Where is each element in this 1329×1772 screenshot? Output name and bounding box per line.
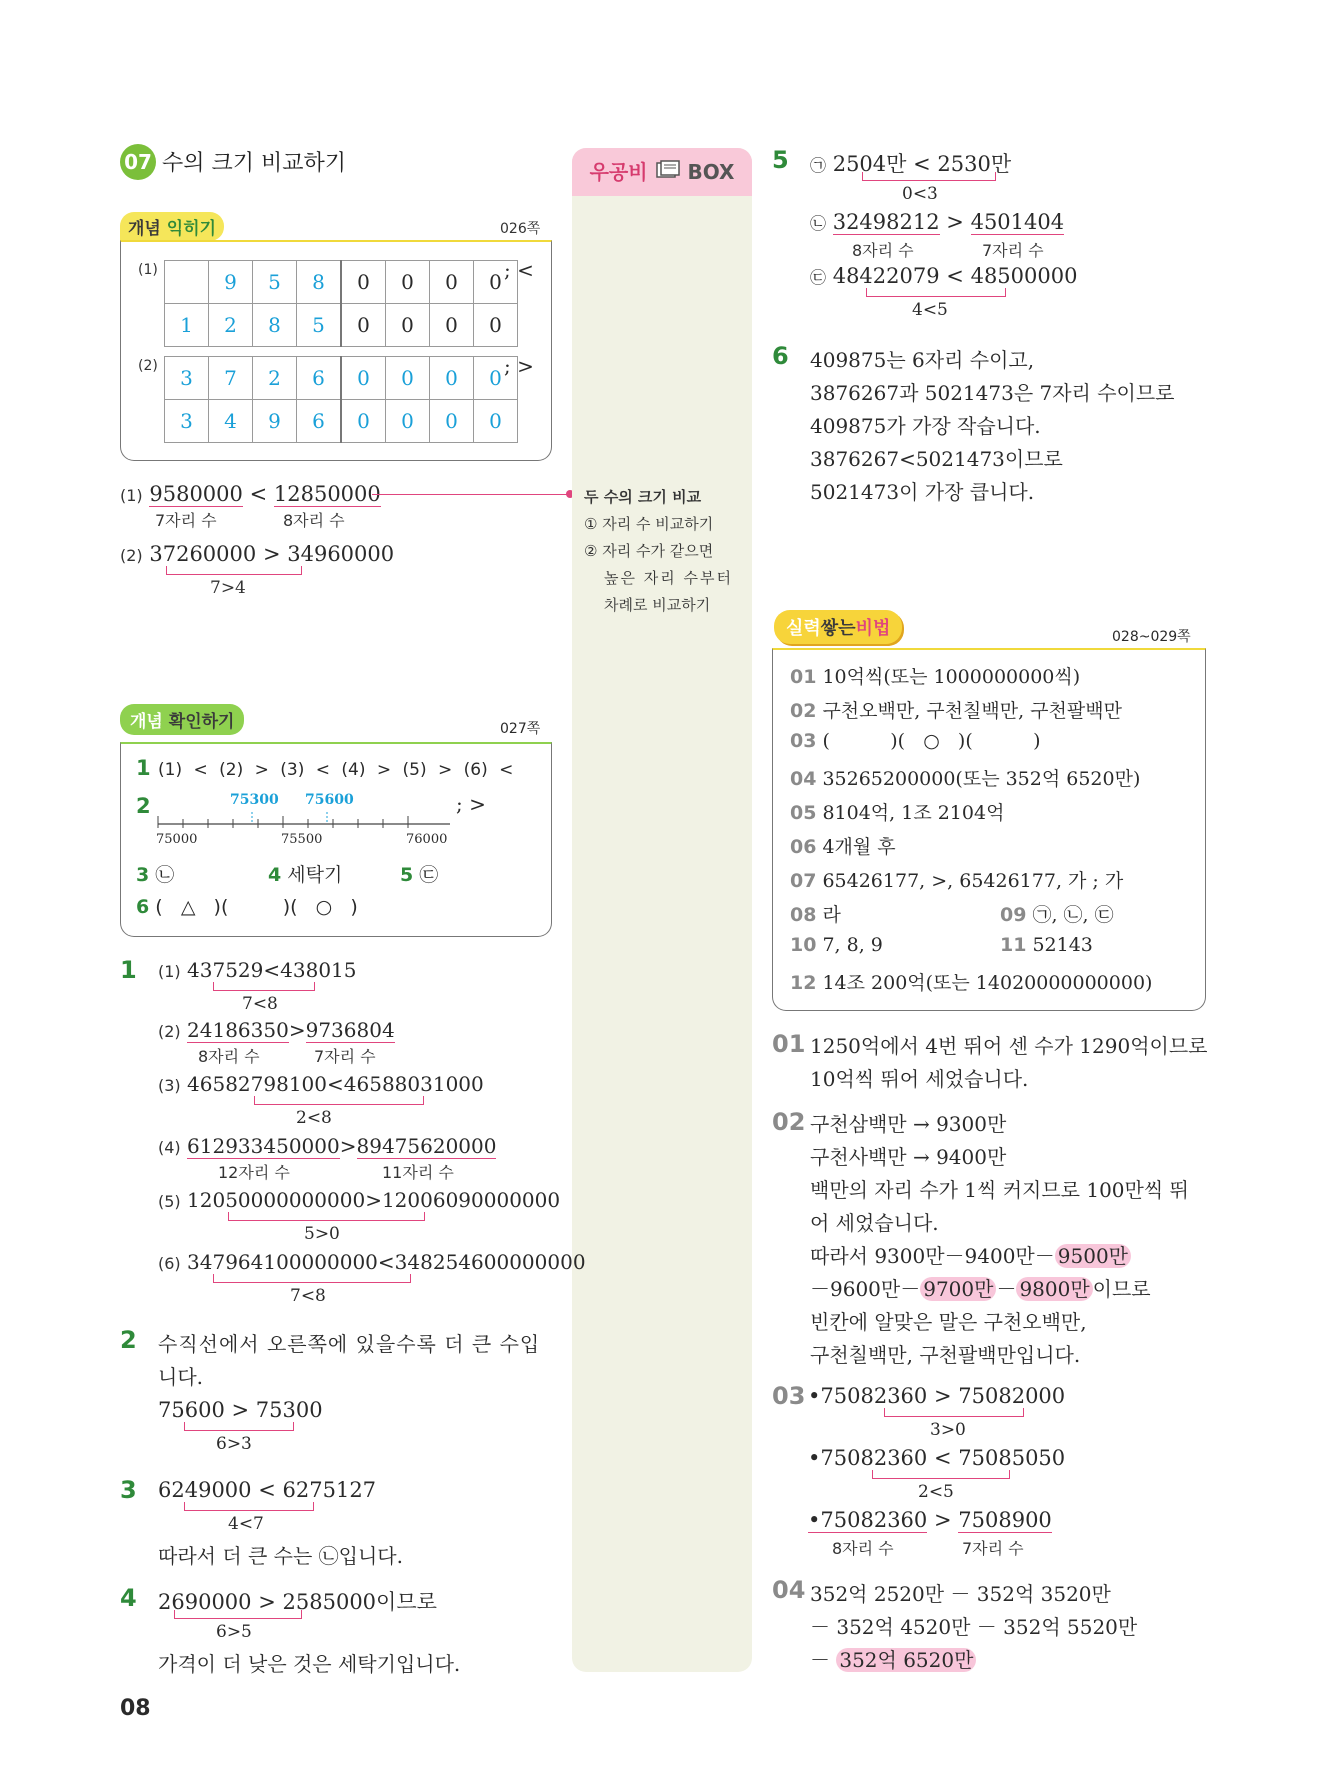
sol-3-compare: [158, 1478, 376, 1502]
sol-3-text: 따라서 더 큰 수는 ㉡입니다.: [158, 1544, 403, 1568]
s1-label: (1): [120, 486, 143, 505]
a2-note-b: 7자리 수: [314, 1047, 376, 1066]
sol-1-1: [158, 958, 357, 982]
rs-03-r2: [808, 1446, 1065, 1470]
r3-note-a: 8자리 수: [832, 1539, 894, 1558]
sol-5-c-mark: ㉢: [810, 268, 827, 287]
skill-answer-text: 구천오백만, 구천칠백만, 구천팔백만: [822, 700, 1122, 722]
sol-5-a-bracket: [862, 172, 996, 181]
skill-answer-item: [790, 798, 1004, 825]
sol-4-num: 4: [120, 1584, 137, 1612]
r1-a: •75082360: [808, 1384, 928, 1408]
place-value-cell: 6: [297, 357, 342, 400]
place-value-cell: 0: [341, 261, 386, 304]
sol-5-c-bracket: [866, 288, 1006, 297]
place-value-cell: 4: [209, 400, 253, 443]
skill-answer-item: [790, 968, 1152, 995]
skill-answer-num: 08: [790, 904, 817, 926]
sol-5-c-a: 48422079: [832, 264, 940, 288]
sol-5-b-note-a: 8자리 수: [852, 241, 914, 260]
skill-answer-item: [1000, 900, 1114, 927]
rs-02-num: 02: [772, 1108, 806, 1136]
a5-a: 12050000000000: [187, 1188, 366, 1212]
skill-answer-text: 4개월 후: [822, 836, 896, 858]
cc-q5-num: 5: [400, 864, 414, 886]
s1-op: <: [249, 482, 268, 506]
skill-answer-item: [790, 900, 841, 927]
skill-answer-num: 02: [790, 700, 817, 722]
skill-answer-num: 06: [790, 836, 817, 858]
t2-a-num: 75600: [158, 1398, 225, 1422]
rs-02-3: 백만의 자리 수가 1씩 커지므로 100만씩 뛰: [810, 1178, 1189, 1202]
concept-check-badge: [120, 704, 244, 735]
page-number: 08: [120, 1696, 151, 1721]
place-value-cell: 5: [297, 304, 342, 347]
place-value-cell: 0: [341, 357, 386, 400]
rs-04-3a: －: [810, 1648, 837, 1672]
skill-answer-num: 01: [790, 666, 817, 688]
skill-answer-item: [790, 730, 1041, 752]
a4-label: (4): [158, 1138, 181, 1157]
section-number-badge: 07: [120, 144, 156, 180]
r1-bracket: [884, 1408, 1024, 1417]
skill-answer-item: [790, 662, 1080, 689]
rs-02-6e: 이므로: [1092, 1277, 1151, 1301]
skill-answer-item: [790, 866, 1123, 893]
rs-01-num: 01: [772, 1030, 806, 1058]
rs-02-6c: －: [996, 1277, 1017, 1301]
t3-a: 6249000: [158, 1478, 252, 1502]
t6-4: 3876267<5021473이므로: [810, 447, 1063, 471]
cc-q4-num: 4: [268, 864, 282, 886]
skill-answer-num: 07: [790, 870, 817, 892]
t2-op: >: [231, 1398, 250, 1422]
r1-note: 3>0: [930, 1420, 966, 1440]
r2-bracket: [872, 1470, 1010, 1479]
t2-bracket: [184, 1422, 294, 1431]
a1-bracket: [213, 982, 315, 991]
a4-op: >: [339, 1134, 357, 1158]
skill-badge-a: 실력: [786, 618, 821, 639]
t4-suffix: 이므로: [376, 1590, 437, 1614]
r3-a: •75082360: [808, 1508, 928, 1532]
a4-b: 89475620000: [356, 1134, 497, 1158]
skill-answer-item: [790, 934, 883, 956]
a5-bracket: [228, 1212, 425, 1221]
t4-a: 2690000: [158, 1590, 252, 1614]
a5-label: (5): [158, 1192, 181, 1211]
cc-q3-num: 3: [136, 864, 150, 886]
skill-answer-num: 03: [790, 730, 817, 752]
cc-q5: [400, 860, 438, 887]
box-title-b: BOX: [687, 160, 735, 184]
a6-bracket: [213, 1274, 411, 1283]
sol-2-text: [158, 1328, 540, 1394]
tip-title: 두 수의 크기 비교: [584, 488, 702, 506]
s2-b: 34960000: [287, 542, 395, 566]
tip-2a: ② 자리 수가 같으면: [584, 542, 714, 560]
r3-b: 7508900: [958, 1508, 1052, 1532]
t6-1: 409875는 6자리 수이고,: [810, 348, 1035, 372]
concept-check-badge-a: 개념: [130, 712, 163, 732]
place-value-cell: 0: [386, 400, 430, 443]
sol-5-a-mark: ㉠: [810, 156, 827, 175]
sol-1-num: 1: [120, 956, 137, 984]
place-value-cell: 0: [386, 261, 430, 304]
section-title: 수의 크기 비교하기: [162, 151, 347, 176]
a6-op: <: [377, 1250, 395, 1274]
place-value-cell: 9: [209, 261, 253, 304]
place-value-cell: 2: [209, 304, 253, 347]
a2-b: 9736804: [305, 1018, 395, 1042]
sol-1-4: [158, 1134, 496, 1158]
t2-b: 니다.: [158, 1365, 203, 1389]
place-value-cell: 0: [386, 304, 430, 347]
place-value-cell: 6: [297, 400, 342, 443]
sol-5-c-b: 48500000: [970, 264, 1078, 288]
rs-04-1: 352억 2520만 － 352억 3520만: [810, 1582, 1111, 1606]
sol-2-num: 2: [120, 1326, 137, 1354]
a4-note-a: 12자리 수: [218, 1163, 290, 1182]
a1-a: 437529: [187, 958, 264, 982]
rs-03-r3: [808, 1508, 1052, 1532]
concept-learn-badge-b: 익히기: [166, 219, 217, 239]
place-value-cell: 0: [430, 357, 474, 400]
r2-op: <: [933, 1446, 952, 1470]
p1-label: (1): [138, 262, 158, 278]
a1-op: <: [263, 958, 281, 982]
cc-q6-ans: ( △ )( )( ○ ): [155, 896, 358, 918]
p2-label: (2): [138, 358, 158, 374]
s2-a: 37260000: [149, 542, 257, 566]
rs-03-num: 03: [772, 1382, 806, 1410]
cc-q1-answer: (1) < (2) > (3) < (4) > (5) > (6) <: [158, 760, 514, 780]
sol-5-a-note: 0<3: [902, 184, 938, 204]
t6-3: 409875가 가장 작습니다.: [810, 414, 1041, 438]
rs-03-r1: [808, 1384, 1065, 1408]
a2-note-a: 8자리 수: [198, 1047, 260, 1066]
p1-answer: ; <: [504, 258, 534, 282]
a3-a: 46582798100: [187, 1072, 328, 1096]
a4-a: 612933450000: [187, 1134, 340, 1158]
r2-a: •75082360: [808, 1446, 928, 1470]
s2-bracket: [166, 566, 302, 575]
skill-page: 028~029쪽: [1112, 629, 1191, 645]
rs-01-2: 10억씩 뛰어 세었습니다.: [810, 1067, 1029, 1091]
cc-q6-num: 6: [136, 896, 150, 918]
t2-b-num: 75300: [255, 1398, 323, 1422]
number-line-tick-3: 76000: [406, 832, 448, 847]
rs-04-text: [810, 1578, 1137, 1677]
p2-answer: ; >: [504, 354, 534, 378]
sol-2-compare: [158, 1398, 323, 1422]
number-line-mark-a: 75300: [230, 792, 279, 808]
skill-badge-b: 쌓는: [820, 618, 856, 639]
place-value-cell: 0: [386, 357, 430, 400]
t3-op: <: [258, 1478, 276, 1502]
skill-badge-c: 비법: [855, 618, 891, 639]
skill-answer-item: [790, 696, 1122, 723]
a6-label: (6): [158, 1254, 181, 1273]
skill-answer-text: 라: [822, 904, 841, 926]
a5-b: 12006090000000: [381, 1188, 561, 1212]
box-title-a: 우공비: [589, 160, 648, 184]
cc-q5-ans: ㉢: [419, 864, 439, 886]
a3-label: (3): [158, 1076, 181, 1095]
sol-6-text: [810, 344, 1175, 509]
place-value-cell: 0: [474, 261, 518, 304]
rs-02-8: 구천칠백만, 구천팔백만입니다.: [810, 1343, 1081, 1367]
skill-answer-num: 04: [790, 768, 817, 790]
place-value-cell: 2: [253, 357, 297, 400]
t4-op: >: [258, 1590, 276, 1614]
place-value-cell: 9: [253, 400, 297, 443]
s1-b: 12850000: [273, 482, 381, 506]
rs-02-4: 어 세었습니다.: [810, 1211, 939, 1235]
place-value-cell: 0: [430, 400, 474, 443]
cc-q3-ans: ㉡: [155, 864, 175, 886]
a5-note: 5>0: [304, 1224, 340, 1244]
skill-answer-text: 35265200000(또는 352억 6520만): [822, 768, 1141, 790]
concept-check-badge-b: 확인하기: [168, 712, 235, 732]
cc-q3-5-row: [136, 860, 174, 887]
sol-5-c-note: 4<5: [912, 300, 948, 320]
skill-answer-item: [790, 832, 896, 859]
concept-check-page: 027쪽: [500, 721, 541, 737]
rs-02-6a: －9600만－: [810, 1277, 921, 1301]
t4-note: 6>5: [216, 1622, 252, 1642]
cc-q4-ans: 세탁기: [287, 864, 343, 886]
rs-02-text: [810, 1108, 1189, 1372]
sol-5-num: 5: [772, 146, 789, 174]
skill-answer-text: ㉠, ㉡, ㉢: [1032, 904, 1114, 926]
cc-q1-num: 1: [136, 756, 151, 780]
place-value-table-1: [164, 260, 518, 347]
a2-label: (2): [158, 1022, 181, 1041]
r1-op: >: [933, 1384, 952, 1408]
sol-5-a-a: 2504만: [832, 152, 907, 176]
sol-1-3: [158, 1072, 484, 1096]
cc-q2-answer: ; >: [456, 792, 486, 816]
number-line: [156, 808, 456, 832]
rs-02-7: 빈칸에 알맞은 말은 구천오백만,: [810, 1310, 1087, 1334]
t3-bracket: [184, 1502, 314, 1511]
a5-op: >: [365, 1188, 382, 1212]
a3-op: <: [327, 1072, 344, 1096]
sol-5-c: [810, 264, 1077, 288]
place-value-cell: 3: [165, 400, 209, 443]
rs-04-3: [810, 1644, 1137, 1677]
place-value-cell: 0: [430, 304, 474, 347]
skill-answer-num: 12: [790, 972, 817, 994]
skill-answer-item: [1000, 934, 1093, 956]
skill-answer-num: 10: [790, 934, 817, 956]
number-line-mark-b: 75600: [305, 792, 354, 808]
sol-5-a-b: 2530만: [937, 152, 1012, 176]
a1-b: 438015: [280, 958, 357, 982]
skill-answer-text: 10억씩(또는 1000000000씩): [822, 666, 1081, 688]
s2-note: 7>4: [210, 578, 246, 598]
statement-2: [120, 542, 394, 566]
place-value-cell: [165, 261, 209, 304]
skill-answer-num: 05: [790, 802, 817, 824]
rs-01-1: 1250억에서 4번 뛰어 센 수가 1290억이므로: [810, 1034, 1208, 1058]
rs-02-1: 구천삼백만 → 9300만: [810, 1112, 1007, 1136]
place-value-cell: 8: [253, 304, 297, 347]
skill-answer-text: 14조 200억(또는 14020000000000): [822, 972, 1153, 994]
tip-1: ① 자리 수 비교하기: [584, 515, 714, 533]
box-header: [572, 148, 752, 196]
place-value-cell: 0: [474, 357, 518, 400]
t4-b: 2585000: [282, 1590, 377, 1614]
r2-b: 75085050: [958, 1446, 1066, 1470]
skill-answer-text: ( )( ○ )( ): [822, 730, 1041, 752]
sol-6-num: 6: [772, 342, 789, 370]
skill-answer-text: 8104억, 1조 2104억: [822, 802, 1005, 824]
a1-note: 7<8: [242, 994, 278, 1014]
skill-answer-text: 65426177, >, 65426177, 가 ; 가: [822, 870, 1124, 892]
t2-a: 수직선에서 오른쪽에 있을수록 더 큰 수입: [158, 1332, 541, 1356]
a3-note: 2<8: [296, 1108, 332, 1128]
place-value-cell: 8: [297, 261, 342, 304]
book-icon: [655, 150, 681, 198]
place-value-cell: 0: [341, 304, 386, 347]
r3-note-b: 7자리 수: [962, 1539, 1024, 1558]
place-value-cell: 0: [430, 261, 474, 304]
t3-b: 6275127: [282, 1478, 377, 1502]
rs-04-num: 04: [772, 1576, 806, 1604]
tip-2b: 높은 자리 수부터: [604, 569, 733, 587]
number-line-tick-2: 75500: [281, 832, 323, 847]
place-value-cell: 0: [341, 400, 386, 443]
sol-5-b-mark: ㉡: [810, 214, 827, 233]
statement-1: [120, 482, 381, 506]
skill-answer-num: 09: [1000, 904, 1027, 926]
sol-5-c-op: <: [946, 264, 964, 288]
sol-4-text: 가격이 더 낮은 것은 세탁기입니다.: [158, 1652, 461, 1676]
rs-02-5: [810, 1240, 1189, 1273]
r3-op: >: [933, 1508, 952, 1532]
rs-04-2: － 352억 4520만 － 352억 5520만: [810, 1615, 1138, 1639]
a6-b: 348254600000000: [394, 1250, 586, 1274]
skill-answer-item: [790, 764, 1140, 791]
sol-5-a-op: <: [913, 152, 931, 176]
t3-note: 4<7: [228, 1514, 264, 1534]
r2-note: 2<5: [918, 1482, 954, 1502]
r1-b: 75082000: [958, 1384, 1066, 1408]
skill-badge: [774, 610, 902, 644]
tip-2c: 차례로 비교하기: [604, 596, 711, 614]
sol-3-num: 3: [120, 1476, 137, 1504]
sol-5-b-b: 4501404: [970, 210, 1065, 234]
sol-1-5: [158, 1188, 560, 1212]
rs-04-3b: 352억 6520만: [836, 1648, 976, 1672]
sol-1-2: [158, 1018, 395, 1042]
a6-a: 347964100000000: [187, 1250, 378, 1274]
sol-1-6: [158, 1250, 586, 1274]
s2-op: >: [262, 542, 281, 566]
cc-q2-num: 2: [136, 794, 151, 818]
concept-learn-badge: [120, 212, 224, 241]
sol-5-b-a: 32498212: [832, 210, 940, 234]
rs-01-text: [810, 1030, 1207, 1096]
rs-02-5b: 9500만: [1055, 1244, 1131, 1268]
a3-b: 46588031000: [343, 1072, 484, 1096]
s1-a-note: 7자리 수: [155, 511, 217, 530]
a1-label: (1): [158, 962, 181, 981]
place-value-cell: 3: [165, 357, 209, 400]
a3-bracket: [254, 1096, 424, 1105]
s2-label: (2): [120, 546, 143, 565]
rs-02-5a: 따라서 9300만－9400만－: [810, 1244, 1055, 1268]
place-value-table-2: [164, 356, 518, 443]
place-value-cell: 1: [165, 304, 209, 347]
concept-learn-badge-a: 개념: [128, 219, 161, 239]
place-value-cell: 5: [253, 261, 297, 304]
a2-a: 24186350: [187, 1018, 289, 1042]
place-value-cell: 0: [474, 304, 518, 347]
t6-2: 3876267과 5021473은 7자리 수이므로: [810, 381, 1175, 405]
s1-b-note: 8자리 수: [283, 511, 345, 530]
skill-answer-text: 7, 8, 9: [822, 934, 883, 956]
rs-02-6d: 9800만: [1016, 1277, 1092, 1301]
a2-op: >: [288, 1018, 306, 1042]
pointer-line: [372, 494, 567, 495]
t6-5: 5021473이 가장 큽니다.: [810, 480, 1035, 504]
sol-5-b: [810, 210, 1064, 234]
a4-note-b: 11자리 수: [382, 1163, 454, 1182]
a6-note: 7<8: [290, 1286, 326, 1306]
box-tip: [584, 484, 733, 619]
rs-02-6: [810, 1273, 1189, 1306]
rs-02-2: 구천사백만 → 9400만: [810, 1145, 1007, 1169]
rs-02-6b: 9700만: [920, 1277, 996, 1301]
skill-answer-text: 52143: [1032, 934, 1093, 956]
sol-5-b-op: >: [946, 210, 964, 234]
concept-learn-page: 026쪽: [500, 221, 541, 237]
skill-answer-num: 11: [1000, 934, 1027, 956]
sol-5-b-note-b: 7자리 수: [982, 241, 1044, 260]
number-line-tick-1: 75000: [156, 832, 198, 847]
s1-a: 9580000: [149, 482, 243, 506]
place-value-cell: 0: [474, 400, 518, 443]
place-value-cell: 7: [209, 357, 253, 400]
t2-note: 6>3: [216, 1434, 252, 1454]
box-column: [572, 148, 752, 1672]
t4-bracket: [174, 1610, 302, 1619]
cc-q6: [136, 896, 358, 918]
cc-q4: [268, 860, 342, 887]
